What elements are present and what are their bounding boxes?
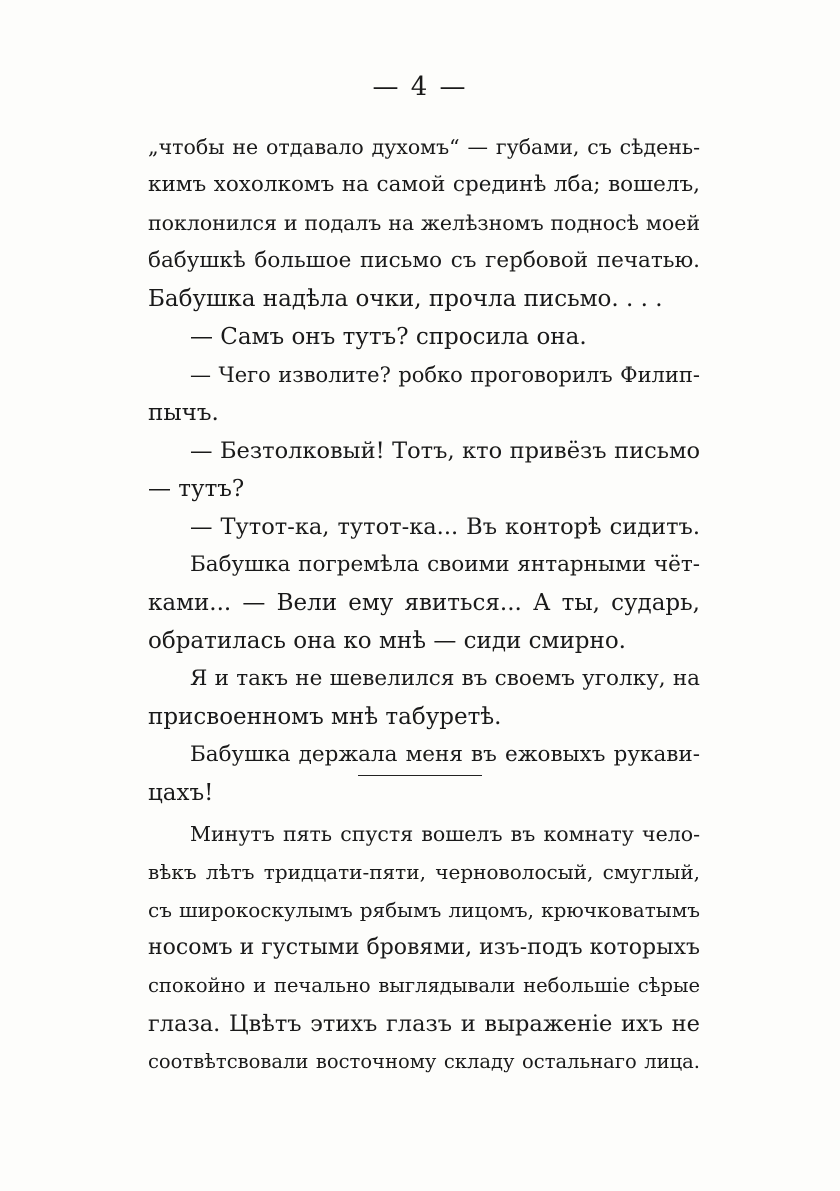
text-section-2 xyxy=(148,815,700,1081)
text-line: бабушкѣ большое письмо съ гербовой печатью. xyxy=(148,248,700,273)
text-line: поклонился и подалъ на желѣзномъ подносѣ моей xyxy=(148,211,700,235)
text-line: спокойно и печально выглядывали небольшіе сѣрые xyxy=(148,974,700,997)
text-line: вѣкъ лѣтъ тридцати-пяти, черноволосый, смуглый, xyxy=(148,860,700,884)
text-line: цахъ! xyxy=(148,780,214,806)
text-line: — Тутот-ка, тутот-ка... Въ конторѣ сидитъ. xyxy=(190,514,700,540)
text-line: — Самъ онъ тутъ? спросила она. xyxy=(190,324,587,350)
text-line: — Чего изволите? робко проговорилъ Филип- xyxy=(190,363,700,387)
text-line: Бабушка держала меня въ ежовыхъ рукави- xyxy=(190,742,700,767)
text-line: ками... — Вели ему явиться... А ты, сударь, xyxy=(148,590,700,616)
text-line: съ широкоскулымъ рябымъ лицомъ, крючковатымъ xyxy=(148,898,700,922)
page-number: — 4 — xyxy=(372,72,468,102)
text-line: Я и такъ не шевелился въ своемъ уголку, на xyxy=(190,666,700,691)
text-section-1 xyxy=(148,128,700,812)
text-line: — Безтолковый! Тотъ, кто привёзъ письмо xyxy=(190,438,700,464)
text-line: глаза. Цвѣтъ этихъ глазъ и выраженіе ихъ не xyxy=(148,1011,700,1037)
text-line: — тутъ? xyxy=(148,476,245,502)
text-line: кимъ хохолкомъ на самой срединѣ лба; вошелъ, xyxy=(148,172,700,197)
text-line: присвоенномъ мнѣ табуретѣ. xyxy=(148,704,502,730)
text-line: носомъ и густыми бровями, изъ-подъ которыхъ xyxy=(148,935,701,960)
text-line: соотвѣтсвовали восточному складу остальнаго лица. xyxy=(148,1050,700,1073)
section-divider xyxy=(358,775,482,776)
text-line: Бабушка погремѣла своими янтарными чёт- xyxy=(190,552,700,577)
text-line: обратилась она ко мнѣ — сиди смирно. xyxy=(148,628,626,654)
text-line: „чтобы не отдавало духомъ“ — губами, съ сѣдень- xyxy=(148,135,700,159)
text-line: пычъ. xyxy=(148,400,219,426)
text-line: Бабушка надѣла очки, прочла письмо. . . . xyxy=(148,286,663,312)
text-line: Минутъ пять спустя вошелъ въ комнату чело- xyxy=(190,822,700,846)
